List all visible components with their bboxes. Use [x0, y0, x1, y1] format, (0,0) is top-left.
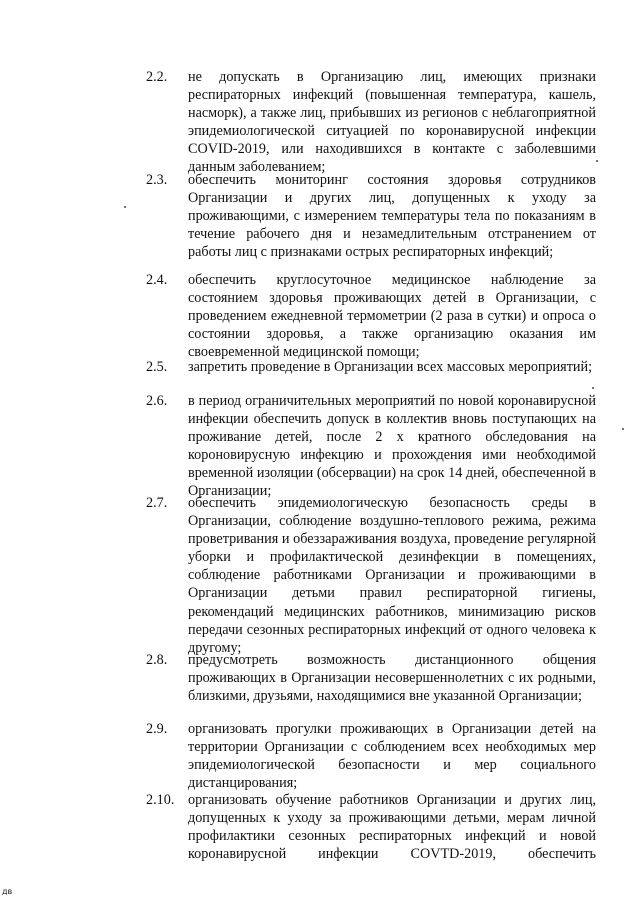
list-item — [146, 358, 596, 376]
item-number: 2.5. — [146, 359, 168, 375]
list-item — [146, 68, 596, 177]
list-item — [146, 271, 596, 361]
list-item — [146, 392, 596, 501]
item-number: 2.6. — [146, 393, 168, 409]
item-text: не допускать в Организацию лиц, имеющих признаки респираторных инфекций (повышенная температура, кашель, насморк), а также лиц, прибывших из регионов с неблагоприятной эпидемиологической ситуацией по коронавирусной инфекции COVID-2019, или находившихся в контакте с заболевшими данным заболеванием; — [188, 69, 596, 176]
item-text: организовать прогулки проживающих в Организации детей на территории Организации с соблюдением всех необходимых мер эпидемиологической безопасности и мер социального дистанцирования; — [188, 721, 596, 792]
item-text: обеспечить круглосуточное медицинское наблюдение за состоянием здоровья проживающих детей в Организации, с проведением ежедневной термометрии (2 раза в сутки) и опроса о состоянии здоровья, а также организацию оказания им своевременной медицинской помощи; — [188, 272, 596, 361]
corner-mark: дв — [2, 887, 13, 896]
list-item — [146, 651, 596, 705]
scan-speck — [124, 206, 126, 208]
list-item — [146, 791, 596, 863]
item-number: 2.8. — [146, 652, 168, 668]
scan-speck — [622, 428, 624, 430]
item-text: в период ограничительных мероприятий по новой коронавирусной инфекции обеспечить допуск в коллектив вновь поступающих на проживание детей, после 2 х кратного обследования на короновирусную инфекцию и прохождения ими необходимой временной изоляции (обсервации) на срок 14 дней, обеспеченной в Организации; — [188, 393, 596, 500]
scan-speck — [592, 387, 594, 389]
item-number: 2.3. — [146, 172, 168, 188]
item-text: предусмотреть возможность дистанционного общения проживающих в Организации несовершеннолетних с их родными, близкими, друзьями, находящимися вне указанной Организации; — [188, 652, 596, 705]
item-text: организовать обучение работников Организации и других лиц, допущенных к уходу за проживающими детьми, мерам личной профилактики сезонных респираторных инфекций и новой коронавирусной инфекции COVTD-2019, обеспечить — [188, 792, 596, 863]
item-number: 2.2. — [146, 69, 168, 85]
scan-speck — [596, 160, 598, 162]
list-item — [146, 494, 596, 657]
item-text: обеспечить эпидемиологическую безопасность среды в Организации, соблюдение воздушно-теплового режима, режима проветривания и обеззараживания воздуха, проведение регулярной уборки и профилактической дезинфекции в помещениях, соблюдение работниками Организации и проживающими в Организации детьми правил респираторной гигиены, рекомендаций медицинских работников, минимизацию рисков передачи сезонных респираторных инфекций от одного человека к другому; — [188, 495, 596, 656]
item-number: 2.9. — [146, 721, 168, 737]
item-number: 2.7. — [146, 495, 168, 511]
item-text: запретить проведение в Организации всех массовых мероприятий; — [188, 359, 593, 375]
item-number: 2.10. — [146, 792, 175, 808]
list-item — [146, 720, 596, 792]
item-text: обеспечить мониторинг состояния здоровья сотрудников Организации и других лиц, допущенных к уходу за проживающими, с измерением температуры тела по показаниям в течение рабочего дня и незамедлительным отстранением от работы лиц с признаками острых респираторных инфекций; — [188, 172, 596, 261]
item-number: 2.4. — [146, 272, 168, 288]
list-item — [146, 171, 596, 261]
